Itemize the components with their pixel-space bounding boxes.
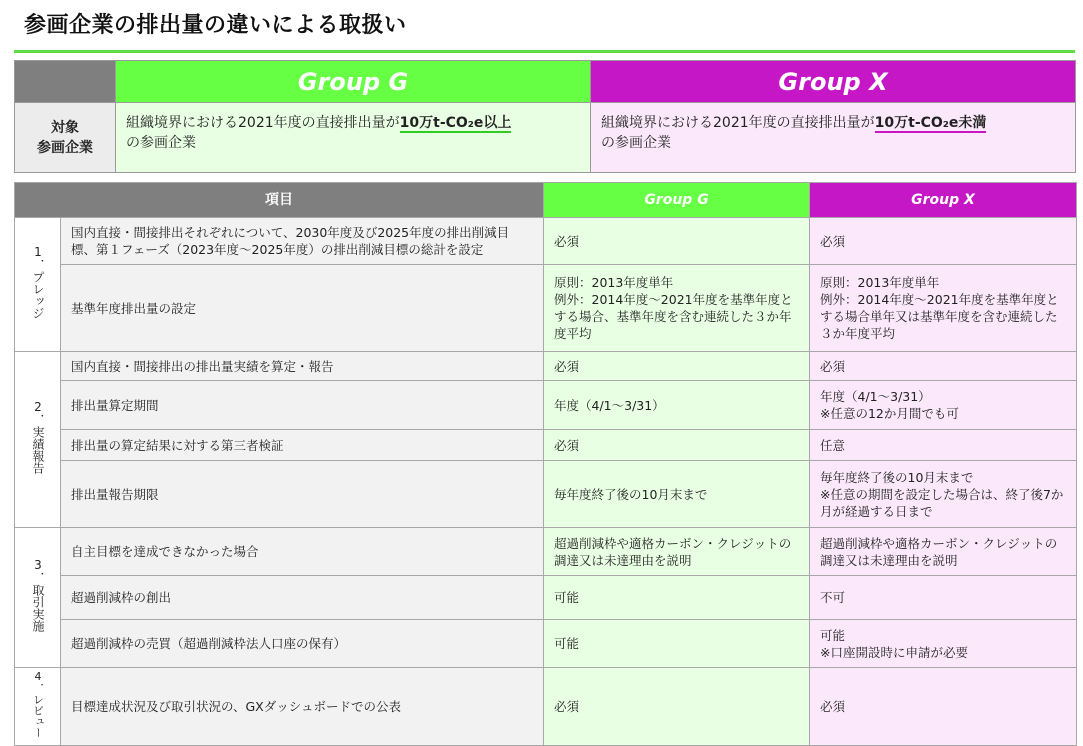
row-item: 国内直接・間接排出の排出量実績を算定・報告 xyxy=(61,352,544,381)
group-g-criteria xyxy=(116,103,591,172)
row-item: 超過削減枠の創出 xyxy=(61,576,544,620)
table-row xyxy=(15,352,1077,381)
row-group-x: 必須 xyxy=(810,352,1077,381)
row-group-x: 不可 xyxy=(810,576,1077,620)
group-x-threshold: 10万t-CO₂e未満 xyxy=(874,115,987,131)
header-group-g: Group G xyxy=(544,183,810,218)
group-x-criteria xyxy=(591,103,1075,172)
header-item: 項目 xyxy=(15,183,544,218)
row-item: 国内直接・間接排出それぞれについて、2030年度及び2025年度の排出削減目標、第１フェーズ（2023年度～2025年度）の排出削減目標の総計を設定 xyxy=(61,218,544,265)
row-item: 排出量の算定結果に対する第三者検証 xyxy=(61,430,544,461)
group-x-criteria-suffix: の参画企業 xyxy=(601,135,671,151)
table-row xyxy=(15,461,1077,528)
row-group-g: 可能 xyxy=(544,620,810,668)
group-g-criteria-suffix: の参画企業 xyxy=(126,135,196,151)
row-group-x: 必須 xyxy=(810,218,1077,265)
group-g-header: Group G xyxy=(116,61,591,103)
group-g-threshold: 10万t-CO₂e以上 xyxy=(399,115,512,131)
row-group-g: 超過削減枠や適格カーボン・クレジットの調達又は未達理由を説明 xyxy=(544,528,810,576)
row-item: 自主目標を達成できなかった場合 xyxy=(61,528,544,576)
row-group-g: 必須 xyxy=(544,430,810,461)
category-trade: 3．取引実施 xyxy=(15,528,61,668)
row-group-g: 可能 xyxy=(544,576,810,620)
group-g-criteria-prefix: 組織境界における2021年度の直接排出量が xyxy=(126,115,400,131)
title-underline xyxy=(14,50,1075,53)
row-group-x: 可能 ※口座開設時に申請が必要 xyxy=(810,620,1077,668)
row-item: 目標達成状況及び取引状況の、GXダッシュボードでの公表 xyxy=(61,668,544,746)
table-row xyxy=(15,576,1077,620)
row-group-x: 毎年度終了後の10月末まで ※任意の期間を設定した場合は、終了後7か月が経過する日まで xyxy=(810,461,1077,528)
row-group-x: 年度（4/1～3/31） ※任意の12か月間でも可 xyxy=(810,381,1077,430)
row-item: 基準年度排出量の設定 xyxy=(61,265,544,352)
row-group-g: 必須 xyxy=(544,218,810,265)
row-group-x: 原則：2013年度単年 例外：2014年度～2021年度を基準年度とする場合単年又は基準年度を含む連続した３か年度平均 xyxy=(810,265,1077,352)
row-group-x: 超過削減枠や適格カーボン・クレジットの調達又は未達理由を説明 xyxy=(810,528,1077,576)
row-group-x: 必須 xyxy=(810,668,1077,746)
target-label: 対象 参画企業 xyxy=(15,103,116,172)
row-item: 超過削減枠の売買（超過削減枠法人口座の保有） xyxy=(61,620,544,668)
group-x-criteria-prefix: 組織境界における2021年度の直接排出量が xyxy=(601,115,875,131)
row-group-g: 原則：2013年度単年 例外：2014年度～2021年度を基準年度とする場合、基準年度を含む連続した３か年度平均 xyxy=(544,265,810,352)
table-row xyxy=(15,265,1077,352)
table-row xyxy=(15,381,1077,430)
group-x-header: Group X xyxy=(591,61,1075,103)
target-companies-table xyxy=(14,60,1076,173)
table-row xyxy=(15,668,1077,746)
category-report: 2．実績報告 xyxy=(15,352,61,528)
comparison-table xyxy=(14,182,1077,746)
row-group-x: 任意 xyxy=(810,430,1077,461)
table-row xyxy=(15,620,1077,668)
table-row xyxy=(15,528,1077,576)
row-group-g: 必須 xyxy=(544,668,810,746)
corner-cell xyxy=(15,61,116,103)
page-title: 参画企業の排出量の違いによる取扱い xyxy=(24,13,407,38)
row-group-g: 年度（4/1～3/31） xyxy=(544,381,810,430)
table-row xyxy=(15,218,1077,265)
table-header-row xyxy=(15,183,1077,218)
category-review: 4．レビュー xyxy=(15,668,61,746)
row-group-g: 必須 xyxy=(544,352,810,381)
category-pledge: 1．プレッジ xyxy=(15,218,61,352)
row-item: 排出量報告期限 xyxy=(61,461,544,528)
header-group-x: Group X xyxy=(810,183,1077,218)
row-group-g: 毎年度終了後の10月末まで xyxy=(544,461,810,528)
table-row xyxy=(15,430,1077,461)
row-item: 排出量算定期間 xyxy=(61,381,544,430)
